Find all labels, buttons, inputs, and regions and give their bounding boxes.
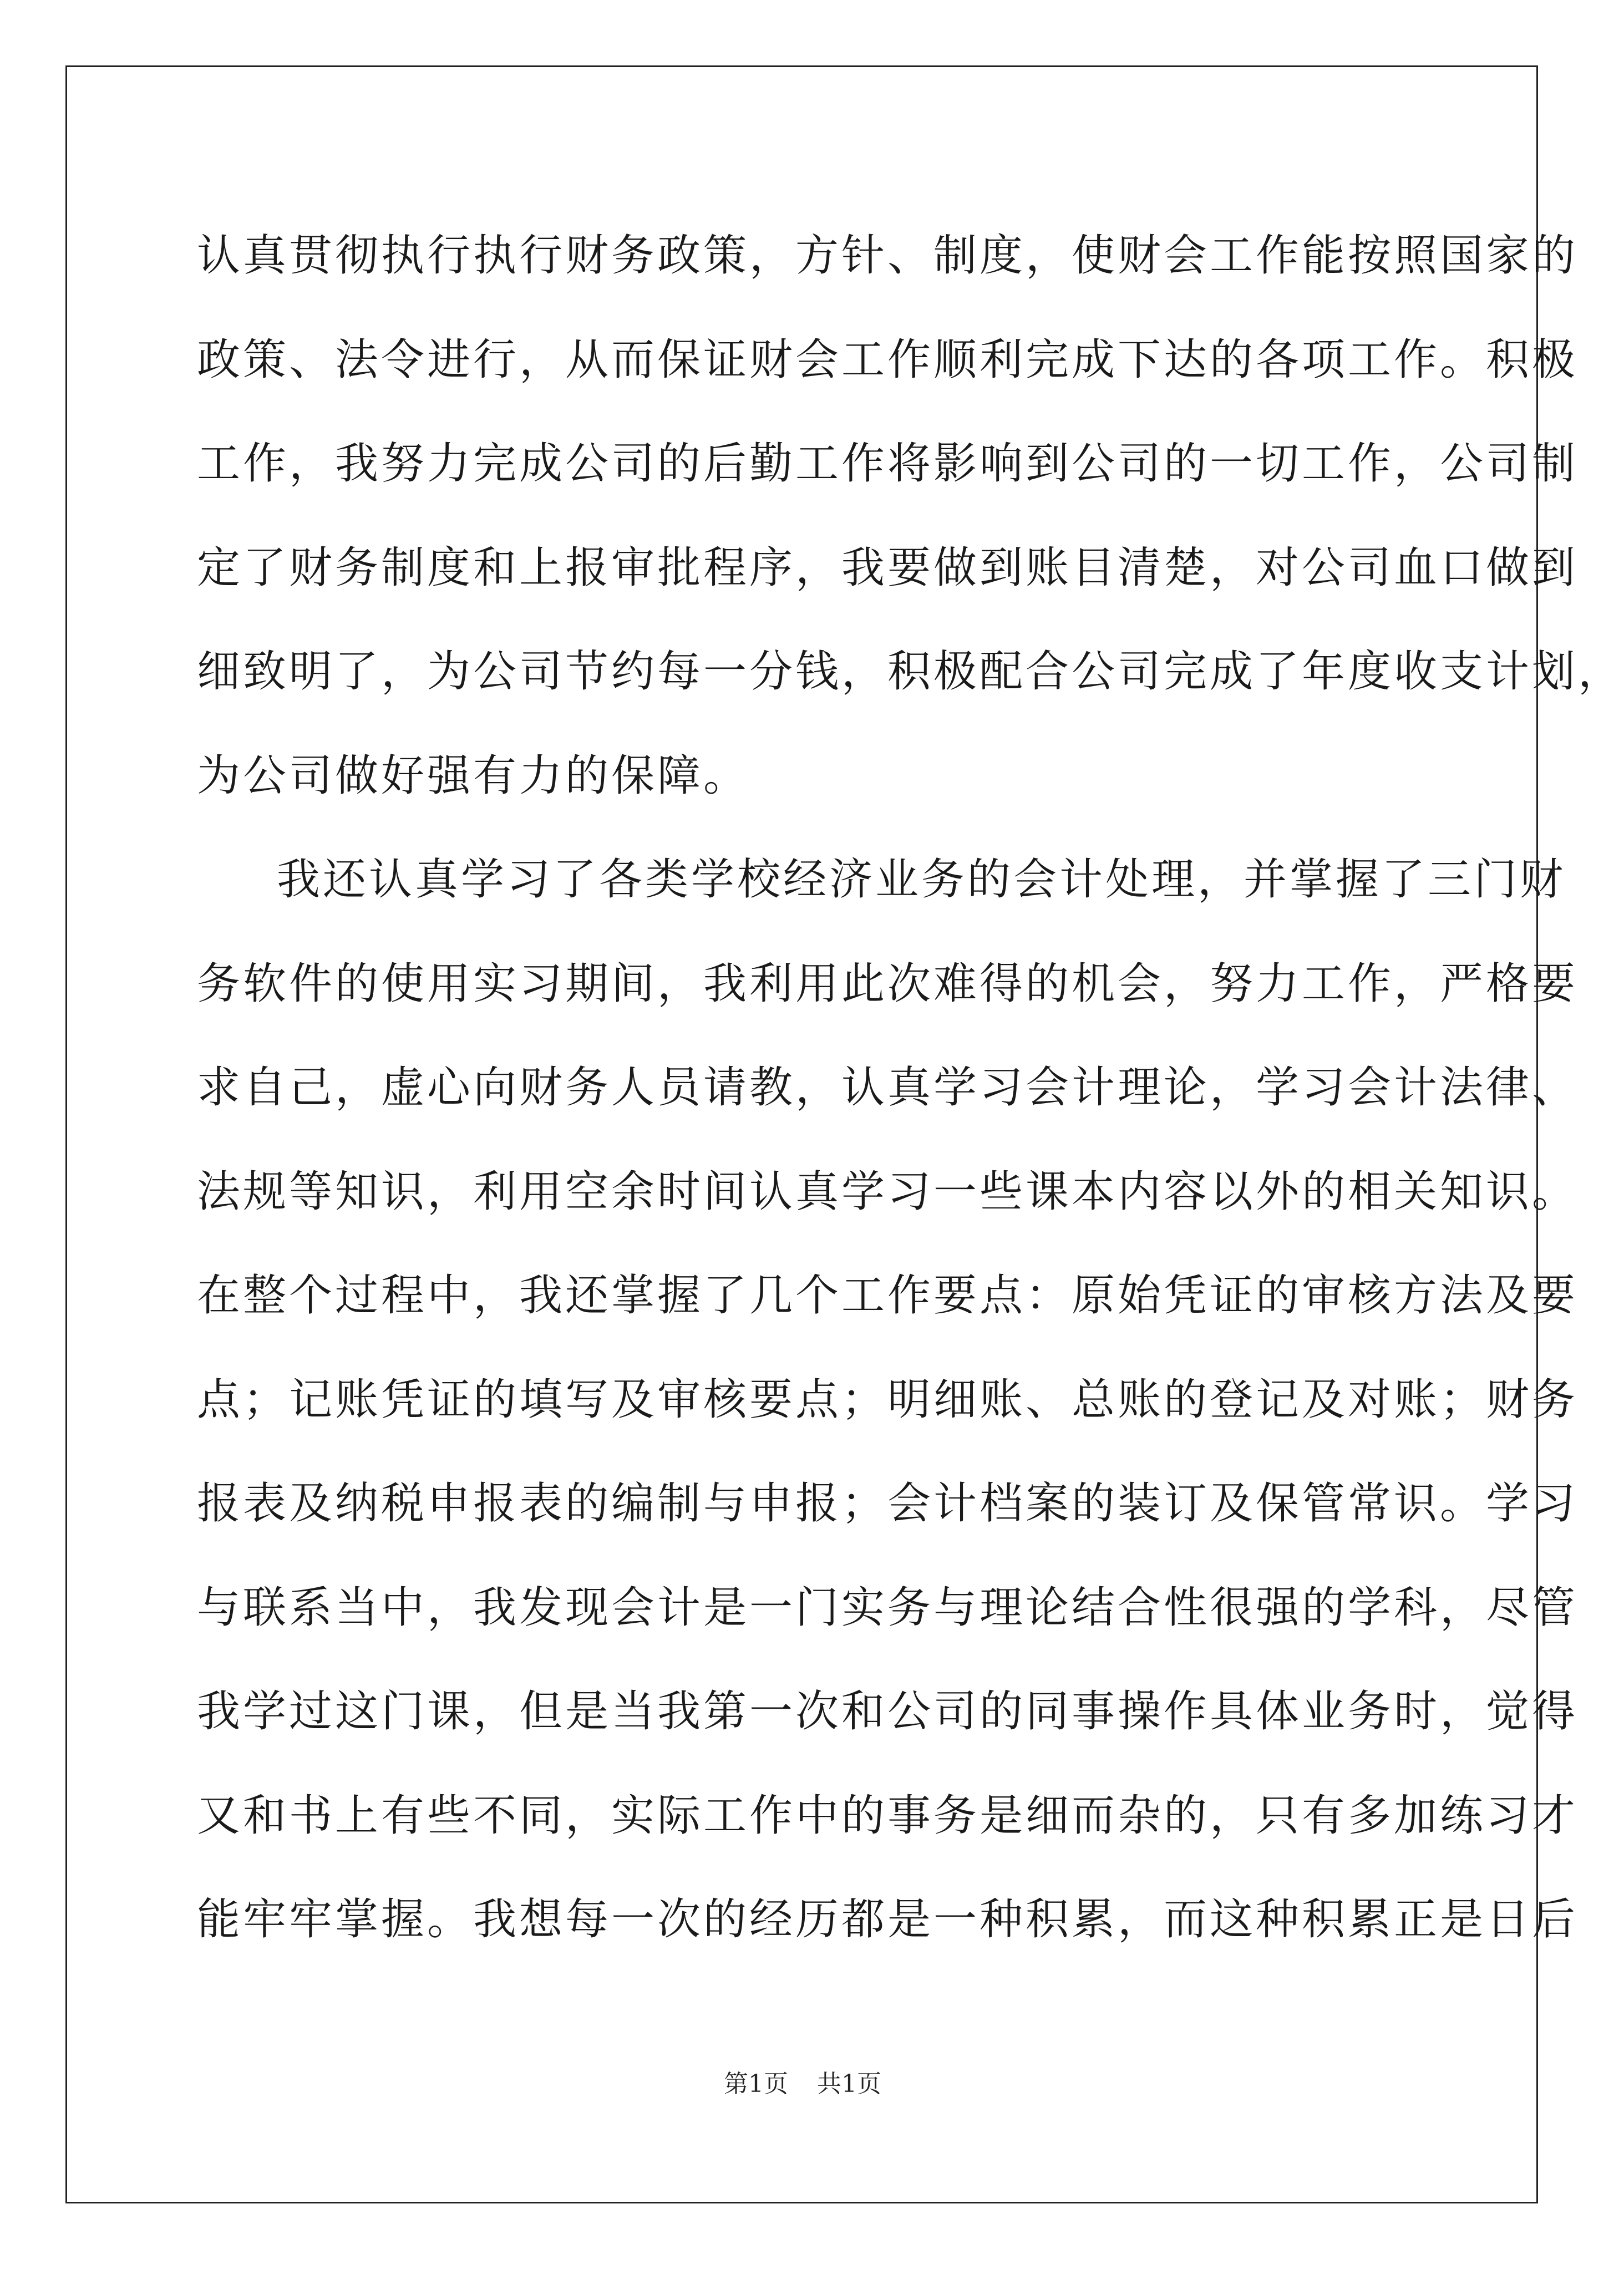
text-line-8: 务软件的使用实习期间，我利用此次难得的机会，努力工作，严格要 xyxy=(197,958,1579,1009)
text-line-16: 又和书上有些不同，实际工作中的事务是细而杂的，只有多加练习才 xyxy=(197,1790,1579,1841)
text-line-3: 工作，我努力完成公司的后勤工作将影响到公司的一切工作，公司制 xyxy=(197,439,1579,489)
text-line-10: 法规等知识，利用空余时间认真学习一些课本内容以外的相关知识。 xyxy=(197,1166,1579,1217)
text-line-15: 我学过这门课，但是当我第一次和公司的同事操作具体业务时，觉得 xyxy=(197,1687,1579,1736)
page-footer xyxy=(0,2068,1605,2101)
text-line-5: 细致明了，为公司节约每一分钱，积极配合公司完成了年度收支计划， xyxy=(197,647,1624,697)
document-body xyxy=(197,204,1624,1972)
text-line-6: 为公司做好强有力的保障。 xyxy=(197,750,750,801)
text-line-14: 与联系当中，我发现会计是一门实务与理论结合性很强的学科，尽管 xyxy=(197,1582,1579,1633)
text-line-1: 认真贯彻执行执行财务政策，方针、制度，使财会工作能按照国家的 xyxy=(197,231,1579,281)
page-number: 第1页 xyxy=(724,2070,788,2098)
text-line-17: 能牢牢掌握。我想每一次的经历都是一种积累，而这种积累正是日后 xyxy=(197,1895,1579,1944)
text-line-2: 政策、法令进行，从而保证财会工作顺利完成下达的各项工作。积极 xyxy=(197,334,1579,385)
page-total: 共1页 xyxy=(817,2070,881,2098)
text-line-7: 我还认真学习了各类学校经济业务的会计处理，并掌握了三门财 xyxy=(277,855,1566,905)
text-line-4: 定了财务制度和上报审批程序，我要做到账目清楚，对公司血口做到 xyxy=(197,542,1579,593)
text-line-13: 报表及纳税申报表的编制与申报；会计档案的装订及保管常识。学习 xyxy=(197,1479,1579,1528)
text-line-12: 点；记账凭证的填写及审核要点；明细账、总账的登记及对账；财务 xyxy=(197,1374,1579,1425)
text-line-11: 在整个过程中，我还掌握了几个工作要点：原始凭证的审核方法及要 xyxy=(197,1271,1579,1321)
text-line-9: 求自己，虚心向财务人员请教，认真学习会计理论，学习会计法律、 xyxy=(197,1063,1579,1113)
